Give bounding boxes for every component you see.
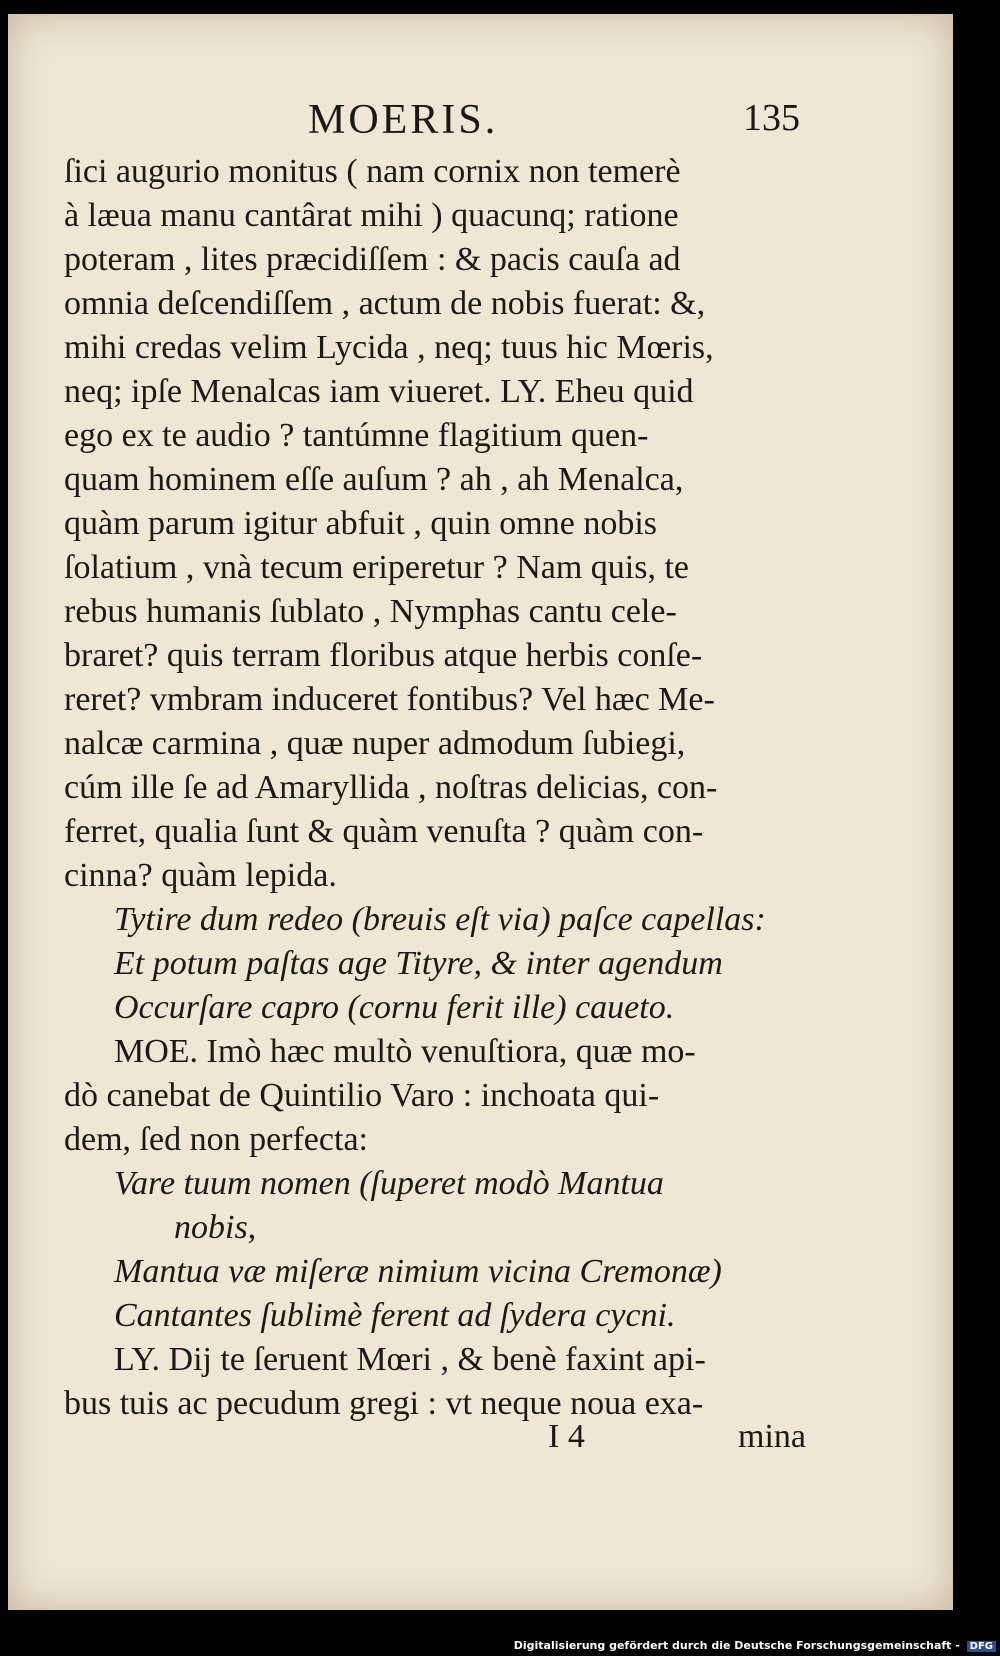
verse-line: Vare tuum nomen (ſuperet modò Mantua [114,1165,664,1202]
signature-mark: I 4 [548,1418,585,1455]
text-line: ſolatium , vnà tecum eriperetur ? Nam quis, te [64,549,690,586]
verse-block-2 [64,1162,814,1338]
text-line: ſici augurio monitus ( nam cornix non temerè [64,153,681,190]
text-line: neq; ipſe Menalcas iam viueret. LY. Eheu quid [64,373,694,410]
book-page [8,14,953,1610]
verse-line: nobis, [174,1209,257,1246]
text-line: mihi credas velim Lycida , neq; tuus hic Mœris, [64,329,714,366]
running-head: MOERIS. [308,97,499,143]
text-line: omnia deſcendiſſem , actum de nobis fuerat: &, [64,285,706,322]
catchword: mina [738,1418,806,1455]
text-line: poteram , lites præcidiſſem : & pacis cauſa ad [64,241,681,278]
digitization-credit [514,1639,996,1652]
text-line: cinna? quàm lepida. [64,857,337,894]
text-line: dem, ſed non perfecta: [64,1121,368,1158]
body-text [64,150,814,1426]
verse-line: Mantua væ miſeræ nimium vicina Cremonæ) [114,1253,722,1290]
verse-line: Occurſare capro (cornu ferit ille) caueto. [114,989,675,1026]
prose-block-2 [64,1030,814,1162]
page-footer [8,1418,953,1468]
text-line: reret? vmbram induceret fontibus? Vel hæc Me- [64,681,715,718]
dfg-logo: DFG [967,1641,996,1652]
text-line: ego ex te audio ? tantúmne flagitium quen- [64,417,649,454]
text-line: rebus humanis ſublato , Nymphas cantu cele- [64,593,677,630]
text-line: bus tuis ac pecudum gregi : vt neque noua exa- [64,1385,704,1422]
verse-line: Et potum paſtas age Tityre, & inter agendum [114,945,723,982]
text-line: quàm parum igitur abfuit , quin omne nobis [64,505,658,542]
page-header [8,90,953,150]
text-line: cúm ille ſe ad Amaryllida , noſtras delicias, con- [64,769,718,806]
text-line: LY. Dij te ſeruent Mœri , & benè faxint api- [114,1341,706,1378]
credit-text: Digitalisierung gefördert durch die Deutsche Forschungsgemeinschaft - [513,1639,960,1652]
verse-line: Cantantes ſublimè ferent ad ſydera cycni. [114,1297,676,1334]
verse-line: Tytire dum redeo (breuis eſt via) paſce capellas: [114,901,766,938]
page-number: 135 [743,97,800,139]
prose-block-3 [64,1338,814,1426]
prose-block-1 [64,150,814,898]
text-line: dò canebat de Quintilio Varo : inchoata qui- [64,1077,660,1114]
text-line: à læua manu cantârat mihi ) quacunq; ratione [64,197,679,234]
text-line: quam hominem eſſe auſum ? ah , ah Menalca, [64,461,684,498]
verse-block-1 [64,898,814,1030]
text-line: nalcæ carmina , quæ nuper admodum ſubiegi, [64,725,686,762]
text-line: ferret, qualia ſunt & quàm venuſta ? quàm con- [64,813,704,850]
text-line: MOE. Imò hæc multò venuſtiora, quæ mo- [114,1033,696,1070]
text-line: braret? quis terram floribus atque herbis conſe- [64,637,703,674]
